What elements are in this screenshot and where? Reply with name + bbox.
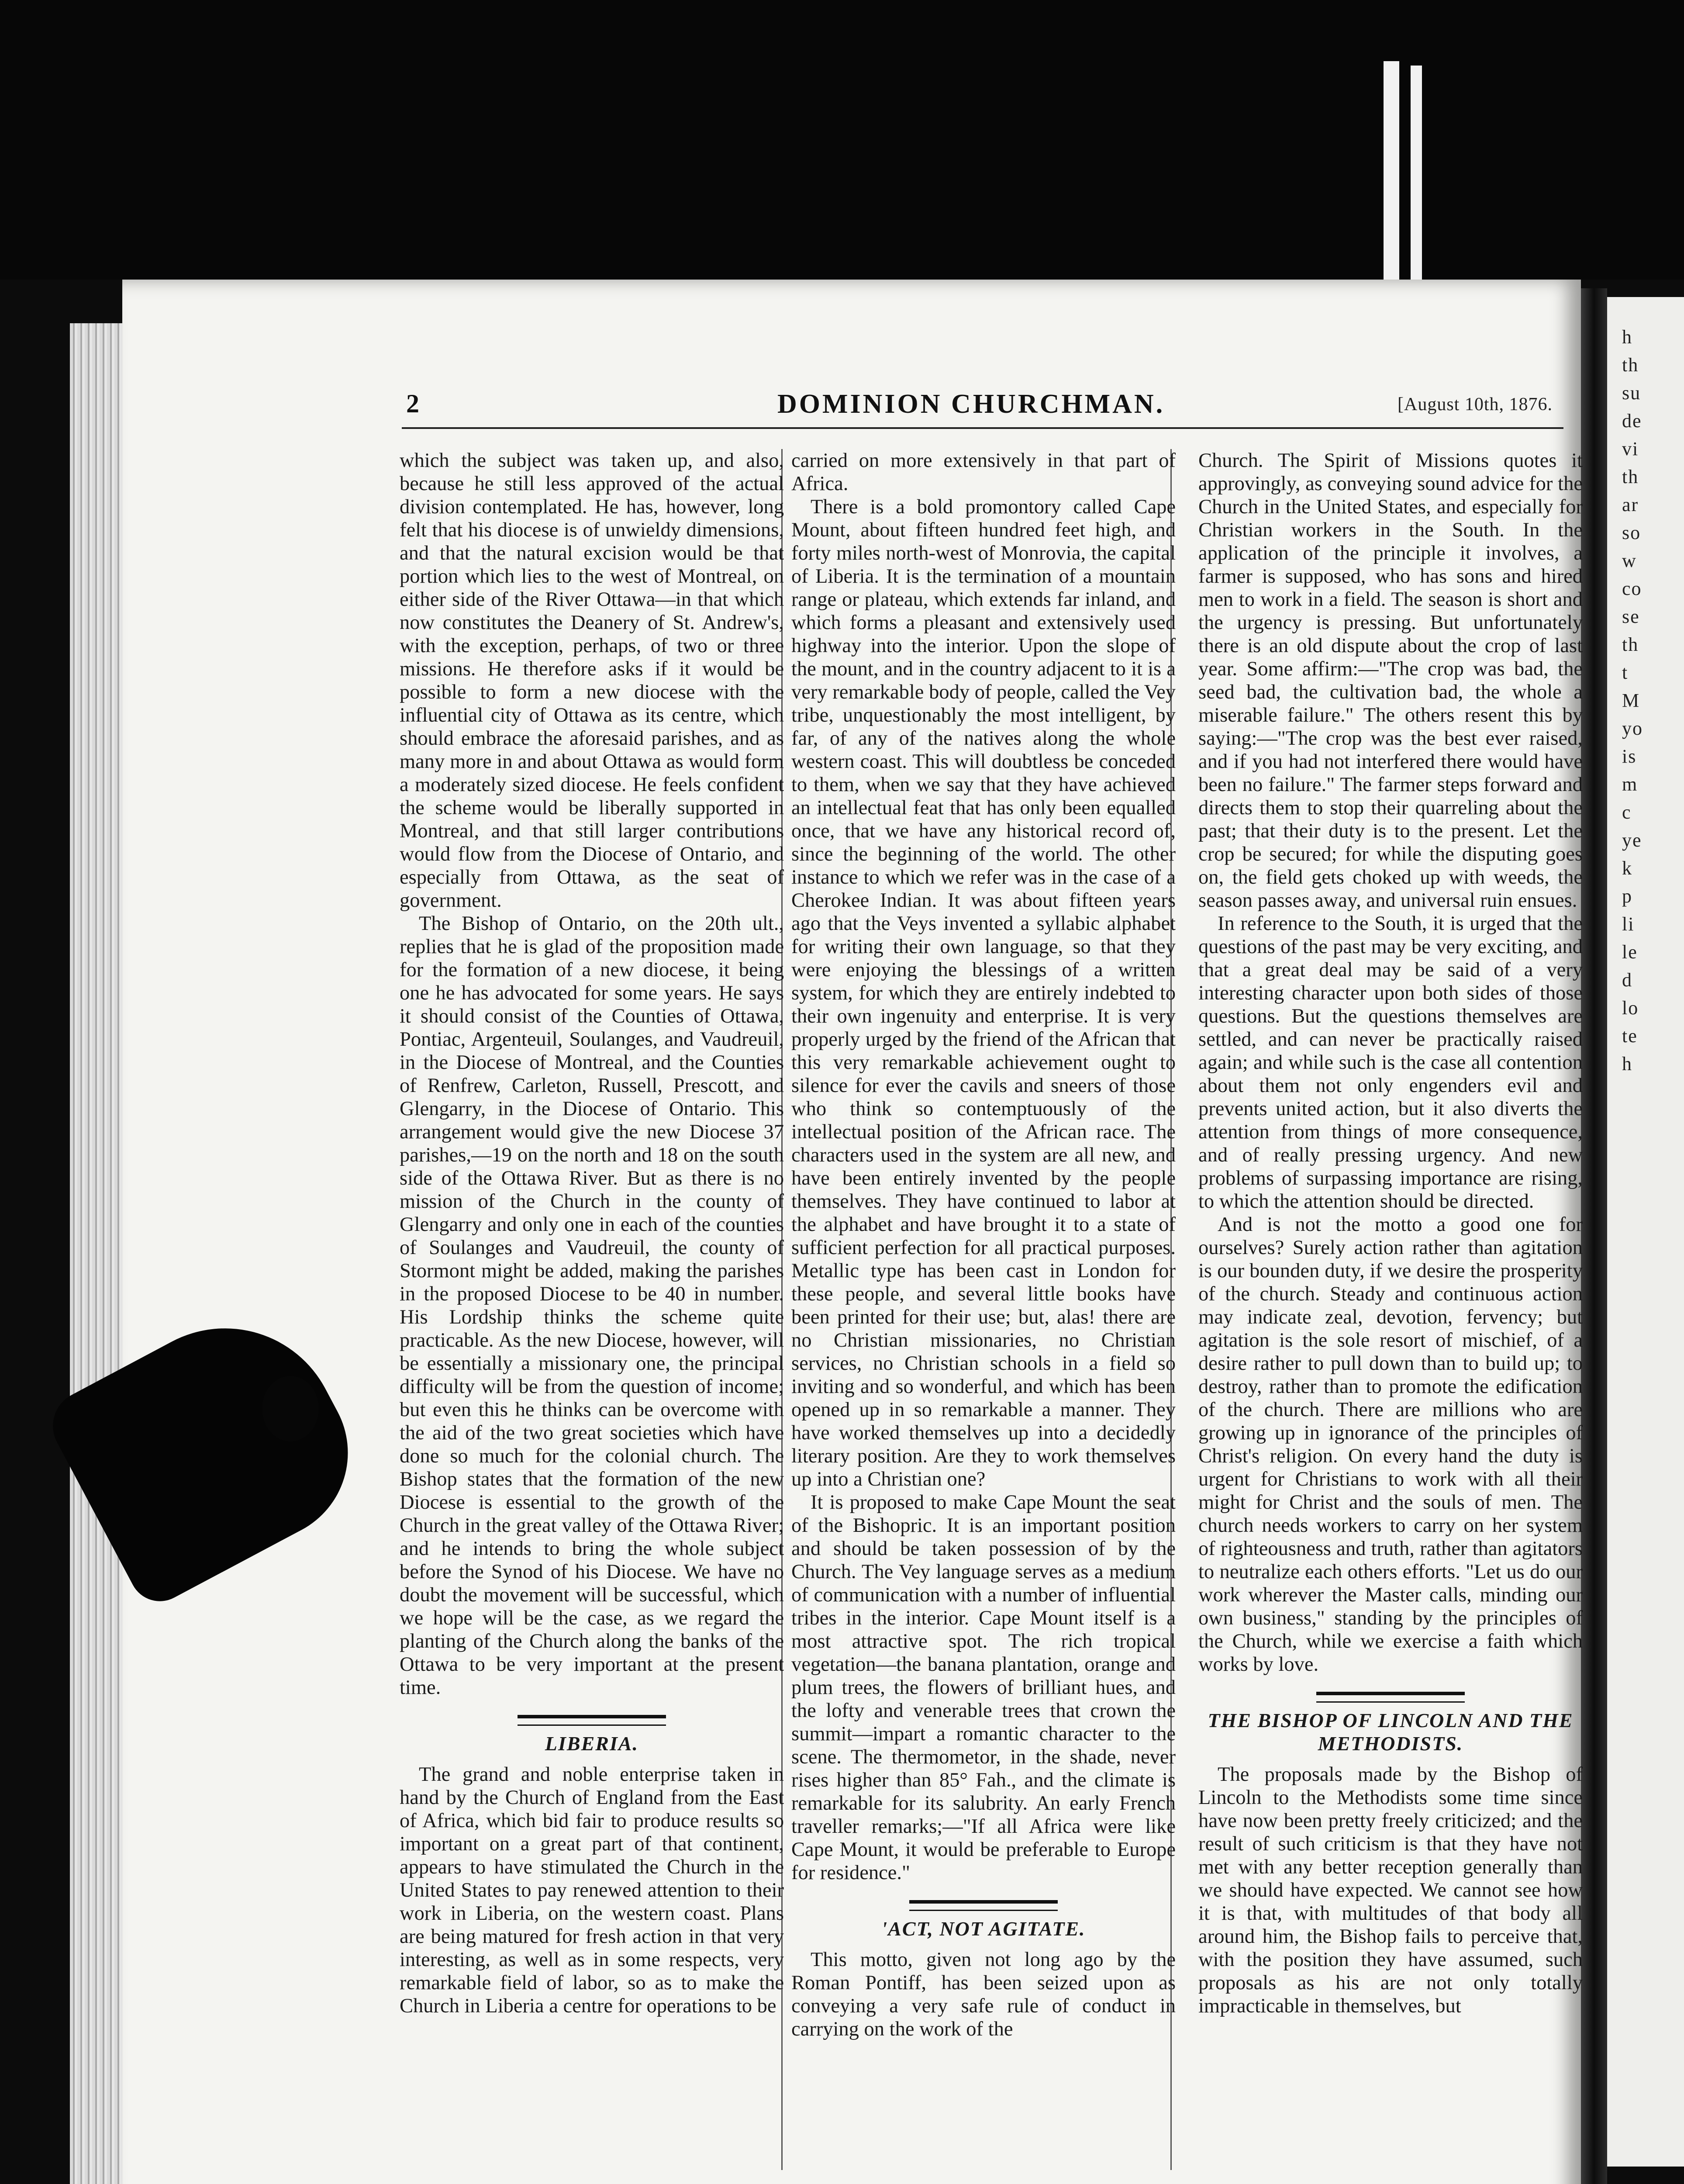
section-rule xyxy=(1316,1692,1465,1703)
article-paragraph: which the subject was taken up, and also, because he still less approved of the actual division contemplated. He has, however, long felt that his diocese is of unwieldy dimensions, and that the natural excision would be that portion which lies to the west of Montreal, on either side of the River Ottawa—in that which now constitutes the Deanery of St. Andrew's, with the exception, perhaps, of two or three missions. He therefore asks if it would be possible to form a new diocese with the influential city of Ottawa as its centre, which should embrace the aforesaid parishes, and as many more in and about Ottawa as would form a moderately sized diocese. He feels confident the scheme would be liberally supported in Montreal, and that still larger contributions would flow from the Diocese of Ontario, and especially from Ottawa, as the seat of government. xyxy=(400,449,784,912)
light-bar xyxy=(1411,66,1422,284)
article-paragraph: And is not the motto a good one for ourselves? Surely action rather than agitation is our bounden duty, if we desire the prosperity of the church. Steady and continuous action may indicate zeal, devotion, fervency; but agitation is the sole resort of mischief, of a desire rather to pull down than to build up; to destroy, rather than to promote the edification of the church. There are millions who are growing up in ignorance of the principles of Christ's religion. On every hand the duty is urgent for Christians to work with all their might for Christ and the souls of men. The church needs workers to carry on her system of righteousness and truth, rather than agitators to neutralize each others efforts. "Let us do our work wherever the Master calls, minding our own business," standing by the principles of the Church, while we exercise a faith which works by love. xyxy=(1198,1213,1583,1676)
page-stack-edge xyxy=(70,323,122,2184)
section-heading-act-not-agitate: 'ACT, NOT AGITATE. xyxy=(881,1918,1086,1940)
article-paragraph: The proposals made by the Bishop of Lincoln to the Methodists some time since have now been pretty freely criticized; and the result of such criticism is that they have not met with any better reception generally than we should have expected. We cannot see how it is that, with multitudes of that body all around him, the Bishop fails to perceive that, with the position they have assumed, such proposals as his are not only totally impracticable in themselves, but xyxy=(1198,1763,1583,2017)
facing-page-text: h th su de vi th ar so w co se th t M yo is m c ye k p li le d lo te h xyxy=(1622,326,1643,1075)
article-paragraph: The grand and noble enterprise taken in hand by the Church of England from the East of Africa, which bid fair to produce results so important on a great part of that continent, appears to have stimulated the Church in the United States to pay renewed attention to their work in Liberia, on the western coast. Plans are being matured for fresh action in that very interesting, as well as in some respects, very remarkable field of labor, so as to make the Church in Liberia a centre for operations to be xyxy=(400,1763,784,2017)
section-heading-liberia: LIBERIA. xyxy=(545,1732,639,1755)
section-rule xyxy=(909,1900,1058,1911)
section-heading-bishop-of-lincoln: THE BISHOP OF LINCOLN AND THE METHODISTS. xyxy=(1208,1709,1574,1755)
article-paragraph: Church. The Spirit of Missions quotes it approvingly, as conveying sound advice for the Church in the United States, and especially for Christian workers in the South. In the application of the principle it involves, a farmer is supposed, who has sons and hired men to work in a field. The season is short and the urgency is pressing. But unfortunately there is an old dispute about the crop of last year. Some affirm:—"The crop was bad, the seed bad, the cultivation bad, the whole a miserable failure." The others resent this by saying:—"The crop was the best ever raised, and if you had not interfered there would have been no failure." The farmer steps forward and directs them to stop their quarreling about the past; that their duty is to the present. Let the crop be secured; for while the disputing goes on, the field gets choked up with weeds, the season passes away, and universal ruin ensues. xyxy=(1198,449,1583,912)
book-gutter xyxy=(1581,288,1607,2184)
column-3 xyxy=(1198,449,1583,2170)
dark-background-top xyxy=(0,0,1684,280)
page-number: 2 xyxy=(406,389,419,418)
article-paragraph: There is a bold promontory called Cape Mount, about fifteen hundred feet high, and forty miles north-west of Monrovia, the capital of Liberia. It is the termination of a mountain range or plateau, which extends far inland, and which forms a pleasant and extensively used highway into the interior. Upon the slope of the mount, and in the country adjacent to it is a very remarkable body of people, called the Vey tribe, unquestionably the most intelligent, by far, of any of the natives along the whole western coast. This will doubtless be conceded to them, when we say that they have achieved an intellectual feat that has only been equalled once, that we have any historical record of, since the beginning of the world. The other instance to which we refer was in the case of a Cherokee Indian. It was about fifteen years ago that the Veys invented a syllabic alphabet for writing their own language, so that they were enjoying the blessings of a written system, for which they are entirely indebted to their own ingenuity and enterprise. It is very properly urged by the friend of the African that this very remarkable achievement ought to silence for ever the cavils and sneers of those who think so contemptuously of the intellectual position of the African race. The characters used in the system are all new, and have been entirely invented by the people themselves. They have continued to labor at the alphabet and have brought it to a state of sufficient perfection for all practical purposes. Metallic type has been cast in London for these people, and several little books have been printed for their use; but, alas! there are no Christian missionaries, no Christian services, no Christian schools in a field so inviting and so wonderful, and which has been opened up in so remarkable a manner. They have worked themselves up into a decidedly literary position. Are they to work themselves up into a Christian one? xyxy=(791,496,1176,1490)
column-2 xyxy=(791,449,1176,2170)
page-header xyxy=(280,389,1577,419)
section-rule xyxy=(518,1715,666,1726)
issue-date: [August 10th, 1876. xyxy=(1398,394,1553,415)
article-paragraph: In reference to the South, it is urged that the questions of the past may be very exciting, and that a great deal may be said of a very interesting character upon both sides of those questions. But the questions themselves are settled, and can never be practically raised again; and while such is the case all contention about them not only engenders evil and prevents united action, but it also diverts the attention from things of more consequence, and of really pressing urgency. And new problems of surpassing importance are rising, to which the attention should be directed. xyxy=(1198,912,1583,1213)
article-paragraph: This motto, given not long ago by the Roman Pontiff, has been seized upon as conveying a very safe rule of conduct in carrying on the work of the xyxy=(791,1949,1176,2040)
article-paragraph: carried on more extensively in that part of Africa. xyxy=(791,449,1176,495)
article-paragraph: It is proposed to make Cape Mount the seat of the Bishopric. It is an important position and should be taken possession of by the Church. The Vey language serves as a medium of communication with a number of influential tribes in the interior. Cape Mount itself is a most attractive spot. The rich tropical vegetation—the banana plantation, orange and plum trees, the flowers of brilliant hues, and the lofty and venerable trees that crown the summit—impart a romantic character to the scene. The thermometor, in the shade, never rises higher than 85° Fah., and the climate is remarkable for its salubrity. An early French traveller remarks;—"If all Africa were like Cape Mount, it would be preferable to Europe for residence." xyxy=(791,1491,1176,1884)
header-rule xyxy=(402,427,1563,429)
column-1 xyxy=(400,449,784,2170)
thumb-tip-shadow xyxy=(262,1376,319,1441)
article-paragraph: The Bishop of Ontario, on the 20th ult., replies that he is glad of the proposition made for the formation of a new diocese, it being one he has advocated for some years. He says it should consist of the Counties of Ottawa, Pontiac, Argenteuil, Soulanges, and Vaudreuil, in the Diocese of Montreal, and the Counties of Renfrew, Carleton, Russell, Prescott, and Glengarry, in the Diocese of Ontario. This arrangement would give the new Diocese 37 parishes,—19 on the north and 18 on the south side of the Ottawa River. But as there is no mission of the Church in the county of Glengarry and only one in each of the counties of Soulanges and Vaudreuil, the county of Stormont might be added, making the parishes in the proposed Diocese to be 40 in number. His Lordship thinks the scheme quite practicable. As the new Diocese, however, will be essentially a missionary one, the principal difficulty will be from the question of income; but even this he thinks can be overcome with the aid of the two great societies which have done so much for the colonial church. The Bishop states that the formation of the new Diocese is essential to the growth of the Church in the great valley of the Ottawa River; and he intends to bring the whole subject before the Synod of his Diocese. We have no doubt the movement will be successful, which we hope will be the case, as we regard the planting of the Church along the banks of the Ottawa to be very important at the present time. xyxy=(400,912,784,1699)
light-bar xyxy=(1384,61,1399,288)
facing-page xyxy=(1607,297,1684,2167)
masthead-title: DOMINION CHURCHMAN. xyxy=(777,389,1165,419)
